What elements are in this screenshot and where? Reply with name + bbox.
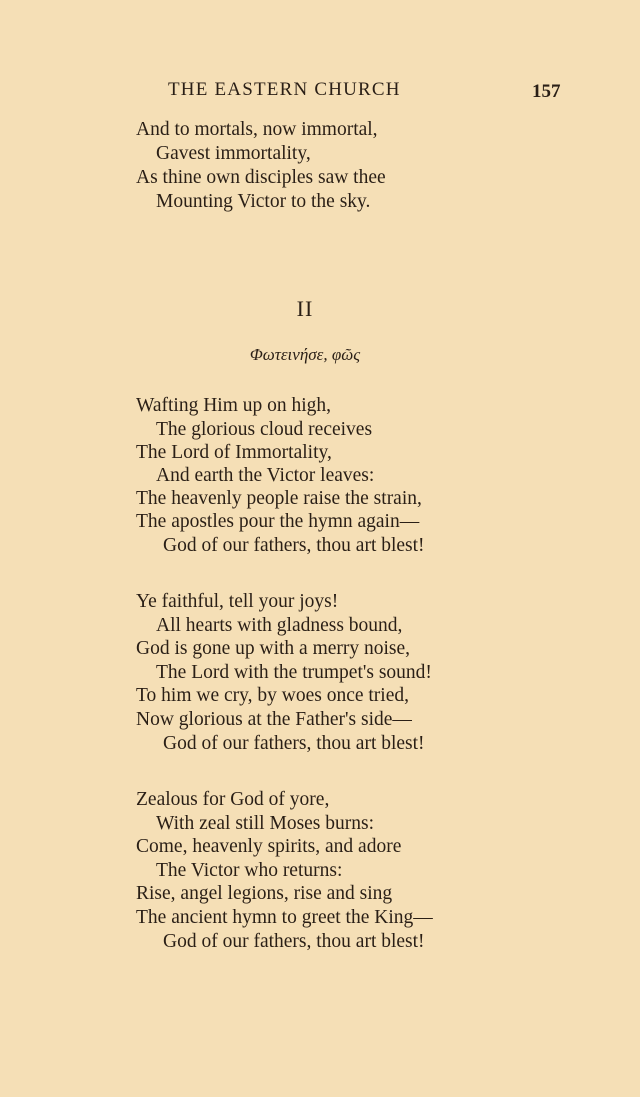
section-heading: II <box>296 296 314 321</box>
verse-line: Ye faithful, tell your joys! <box>136 591 339 612</box>
verse-line: The ancient hymn to greet the King— <box>136 907 433 928</box>
verse-line: With zeal still Moses burns: <box>156 813 375 834</box>
verse-line: As thine own disciples saw thee <box>136 167 386 188</box>
verse-line: All hearts with gladness bound, <box>156 615 403 636</box>
verse-line: To him we cry, by woes once tried, <box>136 685 409 706</box>
verse-line: Come, heavenly spirits, and adore <box>136 836 402 857</box>
verse-line: Now glorious at the Father's side— <box>136 709 412 730</box>
page-number: 157 <box>532 81 561 102</box>
verse-line: The heavenly people raise the strain, <box>136 488 422 509</box>
running-title: THE EASTERN CHURCH <box>168 79 401 100</box>
verse-line: God of our fathers, thou art blest! <box>163 535 425 556</box>
verse-line: The Lord with the trumpet's sound! <box>156 662 432 683</box>
greek-subtitle: Φωτεινήσε, φῶς <box>249 345 361 364</box>
page-header <box>0 79 640 103</box>
verse-line: And to mortals, now immortal, <box>136 119 378 140</box>
verse-line: The Victor who returns: <box>156 860 343 881</box>
verse-line: Rise, angel legions, rise and sing <box>136 883 393 904</box>
verse-line: God of our fathers, thou art blest! <box>163 931 425 952</box>
verse-line: God of our fathers, thou art blest! <box>163 733 425 754</box>
verse-line: The Lord of Immortality, <box>136 442 332 463</box>
verse-line: Gavest immortality, <box>156 143 311 164</box>
verse-line: Zealous for God of yore, <box>136 789 330 810</box>
verse-line: And earth the Victor leaves: <box>156 465 375 486</box>
verse-line: God is gone up with a merry noise, <box>136 638 411 659</box>
verse-line: The apostles pour the hymn again— <box>136 511 420 532</box>
verse-line: Mounting Victor to the sky. <box>156 191 371 212</box>
verse-line: Wafting Him up on high, <box>136 395 332 416</box>
verse-line: The glorious cloud receives <box>156 419 373 440</box>
